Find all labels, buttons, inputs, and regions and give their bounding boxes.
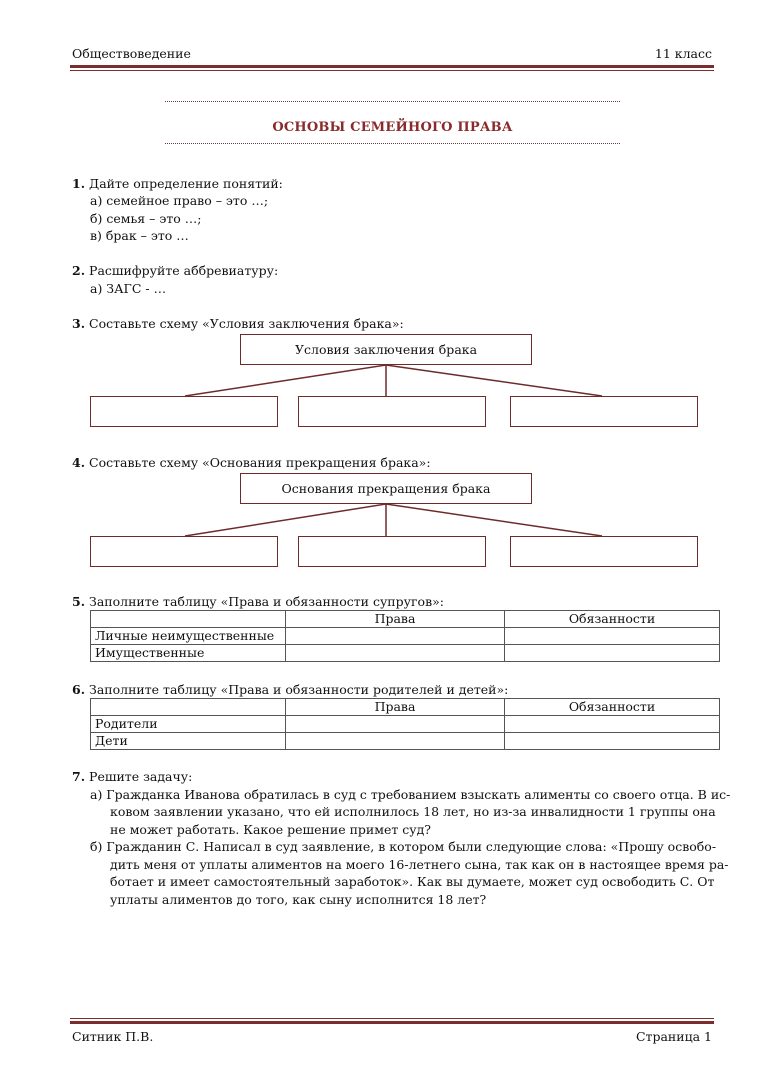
page-title: ОСНОВЫ СЕМЕЙНОГО ПРАВА (272, 120, 513, 135)
task1-heading: 1. Дайте определение понятий: (72, 176, 283, 191)
task1-item-c: в) брак – это … (90, 228, 189, 243)
table-cell[interactable] (505, 733, 720, 750)
task4-main-box: Основания прекращения брака (240, 473, 532, 504)
task5-table (90, 610, 720, 662)
task4-answer-box-3[interactable] (510, 536, 698, 567)
footer-page-number: Страница 1 (635, 1029, 712, 1044)
table-row-label: Дети (91, 733, 286, 750)
task7-b-line-4: уплаты алиментов до того, как сыну исполнится 18 лет? (110, 892, 487, 907)
task5-heading: 5. Заполните таблицу «Права и обязанности супругов»: (72, 594, 444, 609)
footer-author: Ситник П.В. (72, 1029, 154, 1044)
header-subject: Обществоведение (72, 46, 191, 61)
task7-a-line-2: ковом заявлении указано, что ей исполнилось 18 лет, но из-за инвалидности 1 группы она (110, 804, 716, 819)
table-cell[interactable] (505, 716, 720, 733)
task2-heading: 2. Расшифруйте аббревиатуру: (72, 263, 279, 278)
table-row-label: Имущественные (91, 645, 286, 662)
table-cell[interactable] (286, 645, 505, 662)
task6-table (90, 698, 720, 750)
task2-item-a: а) ЗАГС - … (90, 281, 167, 296)
task3-main-box: Условия заключения брака (240, 334, 532, 365)
task4-answer-box-2[interactable] (298, 536, 486, 567)
task3-answer-box-3[interactable] (510, 396, 698, 427)
table-row (91, 628, 720, 645)
task7-b-line-2: дить меня от уплаты алиментов на моего 16-летнего сына, так как он в настоящее время ра- (110, 857, 729, 872)
table-row-label: Родители (91, 716, 286, 733)
table-row-label: Личные неимущественные (91, 628, 286, 645)
task7-a-line-3: не может работать. Какое решение примет суд? (110, 822, 431, 837)
task1-item-a: а) семейное право – это …; (90, 193, 269, 208)
table-row (91, 716, 720, 733)
task3-answer-box-2[interactable] (298, 396, 486, 427)
task7-a-line-1: а) Гражданка Иванова обратилась в суд с требованием взыскать алименты со своего отца. В ис- (90, 787, 731, 802)
header-grade: 11 класс (654, 46, 712, 61)
task7-heading: 7. Решите задачу: (72, 769, 193, 784)
task7-b-line-3: ботает и имеет самостоятельный заработок». Как вы думаете, может суд освободить С. От (110, 874, 715, 889)
table-header-cell: Обязанности (505, 611, 720, 628)
table-row (91, 733, 720, 750)
table-header-cell: Права (286, 611, 505, 628)
task3-answer-box-1[interactable] (90, 396, 278, 427)
task4-answer-box-1[interactable] (90, 536, 278, 567)
table-cell[interactable] (286, 628, 505, 645)
task1-item-b: б) семья – это …; (90, 211, 202, 226)
table-row (91, 611, 720, 628)
task6-heading: 6. Заполните таблицу «Права и обязанности родителей и детей»: (72, 682, 509, 697)
table-cell[interactable] (505, 628, 720, 645)
table-cell[interactable] (286, 733, 505, 750)
table-row (91, 699, 720, 716)
table-cell[interactable] (505, 645, 720, 662)
table-cell[interactable] (286, 716, 505, 733)
table-header-cell (91, 611, 286, 628)
task4-heading: 4. Составьте схему «Основания прекращения брака»: (72, 455, 431, 470)
footer-rule-thin (70, 1018, 714, 1019)
table-header-cell: Права (286, 699, 505, 716)
task3-heading: 3. Составьте схему «Условия заключения брака»: (72, 316, 404, 331)
table-row (91, 645, 720, 662)
footer-rule (70, 1021, 714, 1024)
table-header-cell: Обязанности (505, 699, 720, 716)
task7-b-line-1: б) Гражданин С. Написал в суд заявление, в котором были следующие слова: «Прошу освобо- (90, 839, 717, 854)
table-header-cell (91, 699, 286, 716)
